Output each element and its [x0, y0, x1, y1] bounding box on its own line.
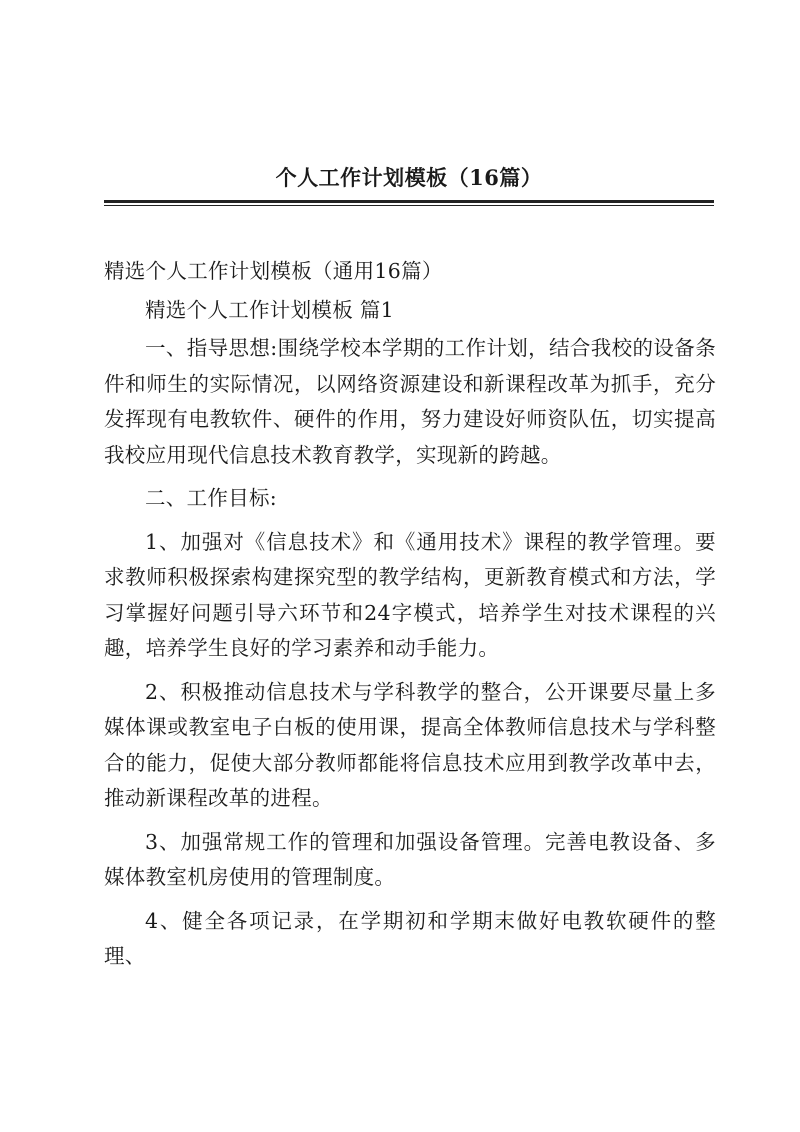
paragraph-work-goals-heading: 二、工作目标: [145, 486, 278, 510]
title-divider-thick [104, 200, 714, 203]
paragraph-goal-1: 1、加强对《信息技术》和《通用技术》课程的教学管理。要求教师积极探索构建探究型的教学结构，更新教育模式和方法，学习掌握好问题引导六环节和24字模式，培养学生对技术课程的兴趣，培养学生良好的学习素养和动手能力。 [104, 529, 716, 660]
document-title: 个人工作计划模板（16篇） [275, 165, 543, 190]
title-divider-thin [104, 205, 714, 206]
section-heading: 精选个人工作计划模板 篇1 [145, 297, 394, 322]
paragraph-goal-4: 4、健全各项记录，在学期初和学期末做好电教软硬件的整理、 [104, 908, 716, 968]
paragraph-goal-3: 3、加强常规工作的管理和加强设备管理。完善电教设备、多媒体教室机房使用的管理制度。 [104, 829, 716, 889]
paragraph-goal-2: 2、积极推动信息技术与学科教学的整合，公开课要尽量上多媒体课或教室电子白板的使用课，提高全体教师信息技术与学科整合的能力，促使大部分教师都能将信息技术应用到教学改革中去，推动新课程改革的进程。 [104, 679, 716, 810]
paragraph-guiding-thought: 一、指导思想:围绕学校本学期的工作计划，结合我校的设备条件和师生的实际情况，以网络资源建设和新课程改革为抓手，充分发挥现有电教软件、硬件的作用，努力建设好师资队伍，切实提高我校应用现代信息技术教育教学，实现新的跨越。 [104, 336, 716, 467]
document-body [104, 254, 716, 975]
document-subtitle: 精选个人工作计划模板（通用16篇） [104, 259, 443, 283]
